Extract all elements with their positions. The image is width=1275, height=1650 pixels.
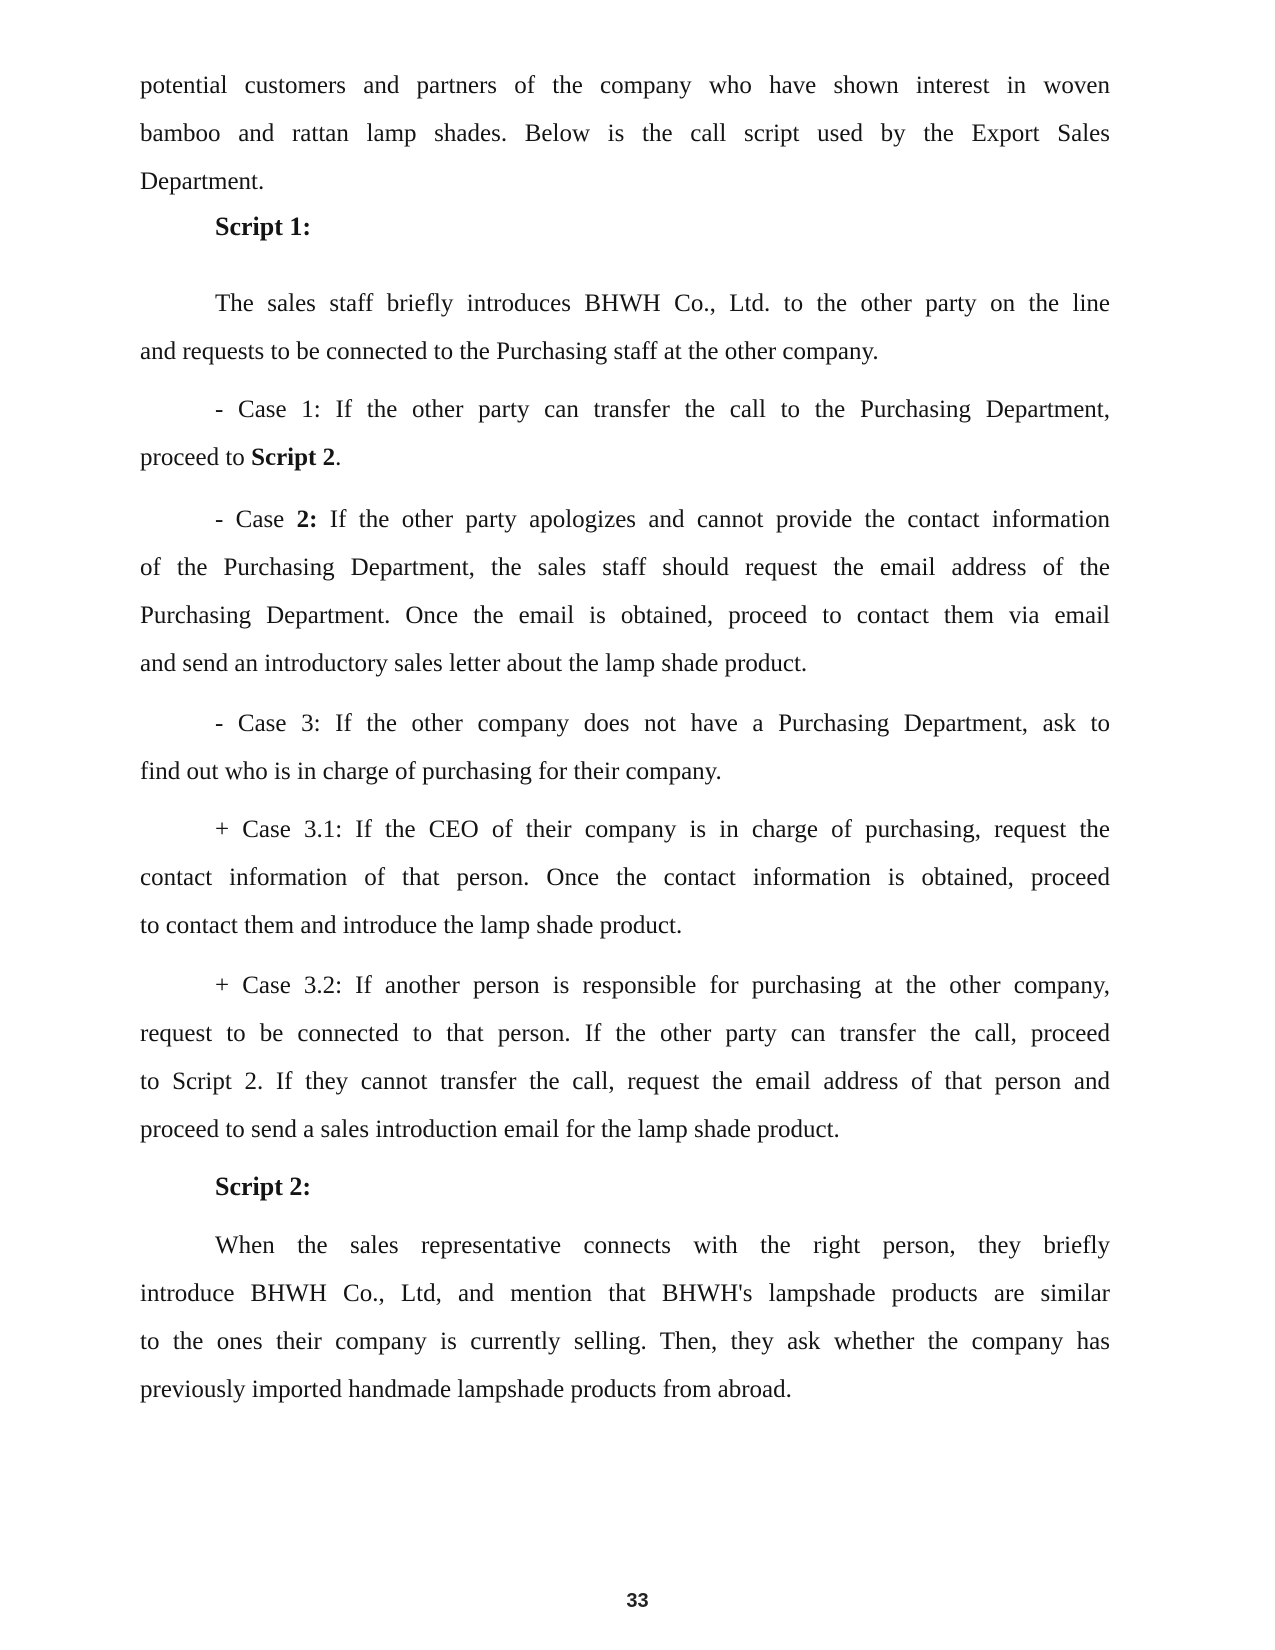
script-1-heading: Script 1: xyxy=(215,212,312,241)
text-line: find out who is in charge of purchasing for their company. xyxy=(140,758,722,785)
case-3-1-paragraph xyxy=(140,806,1110,950)
text-line: of the Purchasing Department, the sales staff should request the email address of the xyxy=(140,554,1110,581)
text-line xyxy=(140,434,1110,482)
text-line: + Case 3.1: If the CEO of their company is in charge of purchasing, request the xyxy=(215,816,1110,843)
text-line xyxy=(140,496,1110,544)
script-2-paragraph xyxy=(140,1222,1110,1414)
case-2-paragraph xyxy=(140,496,1110,688)
text-span: If the other party apologizes and cannot provide the contact information xyxy=(317,506,1110,533)
text-line: Department. xyxy=(140,168,265,195)
text-line: The sales staff briefly introduces BHWH Co., Ltd. to the other party on the line xyxy=(215,290,1110,317)
text-span: proceed to xyxy=(140,444,252,471)
script-1-intro-paragraph xyxy=(140,280,1110,376)
case-3-2-paragraph xyxy=(140,962,1110,1154)
text-line: to contact them and introduce the lamp shade product. xyxy=(140,912,683,939)
text-line: Purchasing Department. Once the email is obtained, proceed to contact them via email xyxy=(140,602,1110,629)
text-line: contact information of that person. Once the contact information is obtained, proceed xyxy=(140,864,1110,891)
text-line: and requests to be connected to the Purchasing staff at the other company. xyxy=(140,338,879,365)
intro-paragraph xyxy=(140,62,1110,206)
case-number: 2: xyxy=(296,506,318,533)
text-line: - Case 3: If the other company does not have a Purchasing Department, ask to xyxy=(215,710,1110,737)
page-number: 33 xyxy=(626,1590,649,1612)
text-line: to Script 2. If they cannot transfer the call, request the email address of that person and xyxy=(140,1068,1110,1095)
text-span: . xyxy=(335,444,342,471)
text-line: to the ones their company is currently selling. Then, they ask whether the company has xyxy=(140,1328,1110,1355)
text-line: potential customers and partners of the company who have shown interest in woven xyxy=(140,72,1110,99)
text-line: When the sales representative connects with the right person, they briefly xyxy=(215,1232,1110,1259)
text-line: introduce BHWH Co., Ltd, and mention that BHWH's lampshade products are similar xyxy=(140,1280,1110,1307)
text-line: request to be connected to that person. If the other party can transfer the call, proceed xyxy=(140,1020,1110,1047)
case-3-paragraph xyxy=(140,700,1110,796)
text-line: proceed to send a sales introduction email for the lamp shade product. xyxy=(140,1116,840,1143)
text-line: bamboo and rattan lamp shades. Below is the call script used by the Export Sales xyxy=(140,120,1110,147)
text-line: + Case 3.2: If another person is responsible for purchasing at the other company, xyxy=(215,972,1110,999)
script-2-heading: Script 2: xyxy=(215,1172,312,1201)
text-line: - Case 1: If the other party can transfer the call to the Purchasing Department, xyxy=(215,396,1110,423)
script-2-reference: Script 2 xyxy=(251,444,336,471)
case-1-paragraph xyxy=(140,386,1110,482)
text-line: and send an introductory sales letter about the lamp shade product. xyxy=(140,650,808,677)
text-line: previously imported handmade lampshade products from abroad. xyxy=(140,1376,792,1403)
text-span: - Case xyxy=(215,506,297,533)
